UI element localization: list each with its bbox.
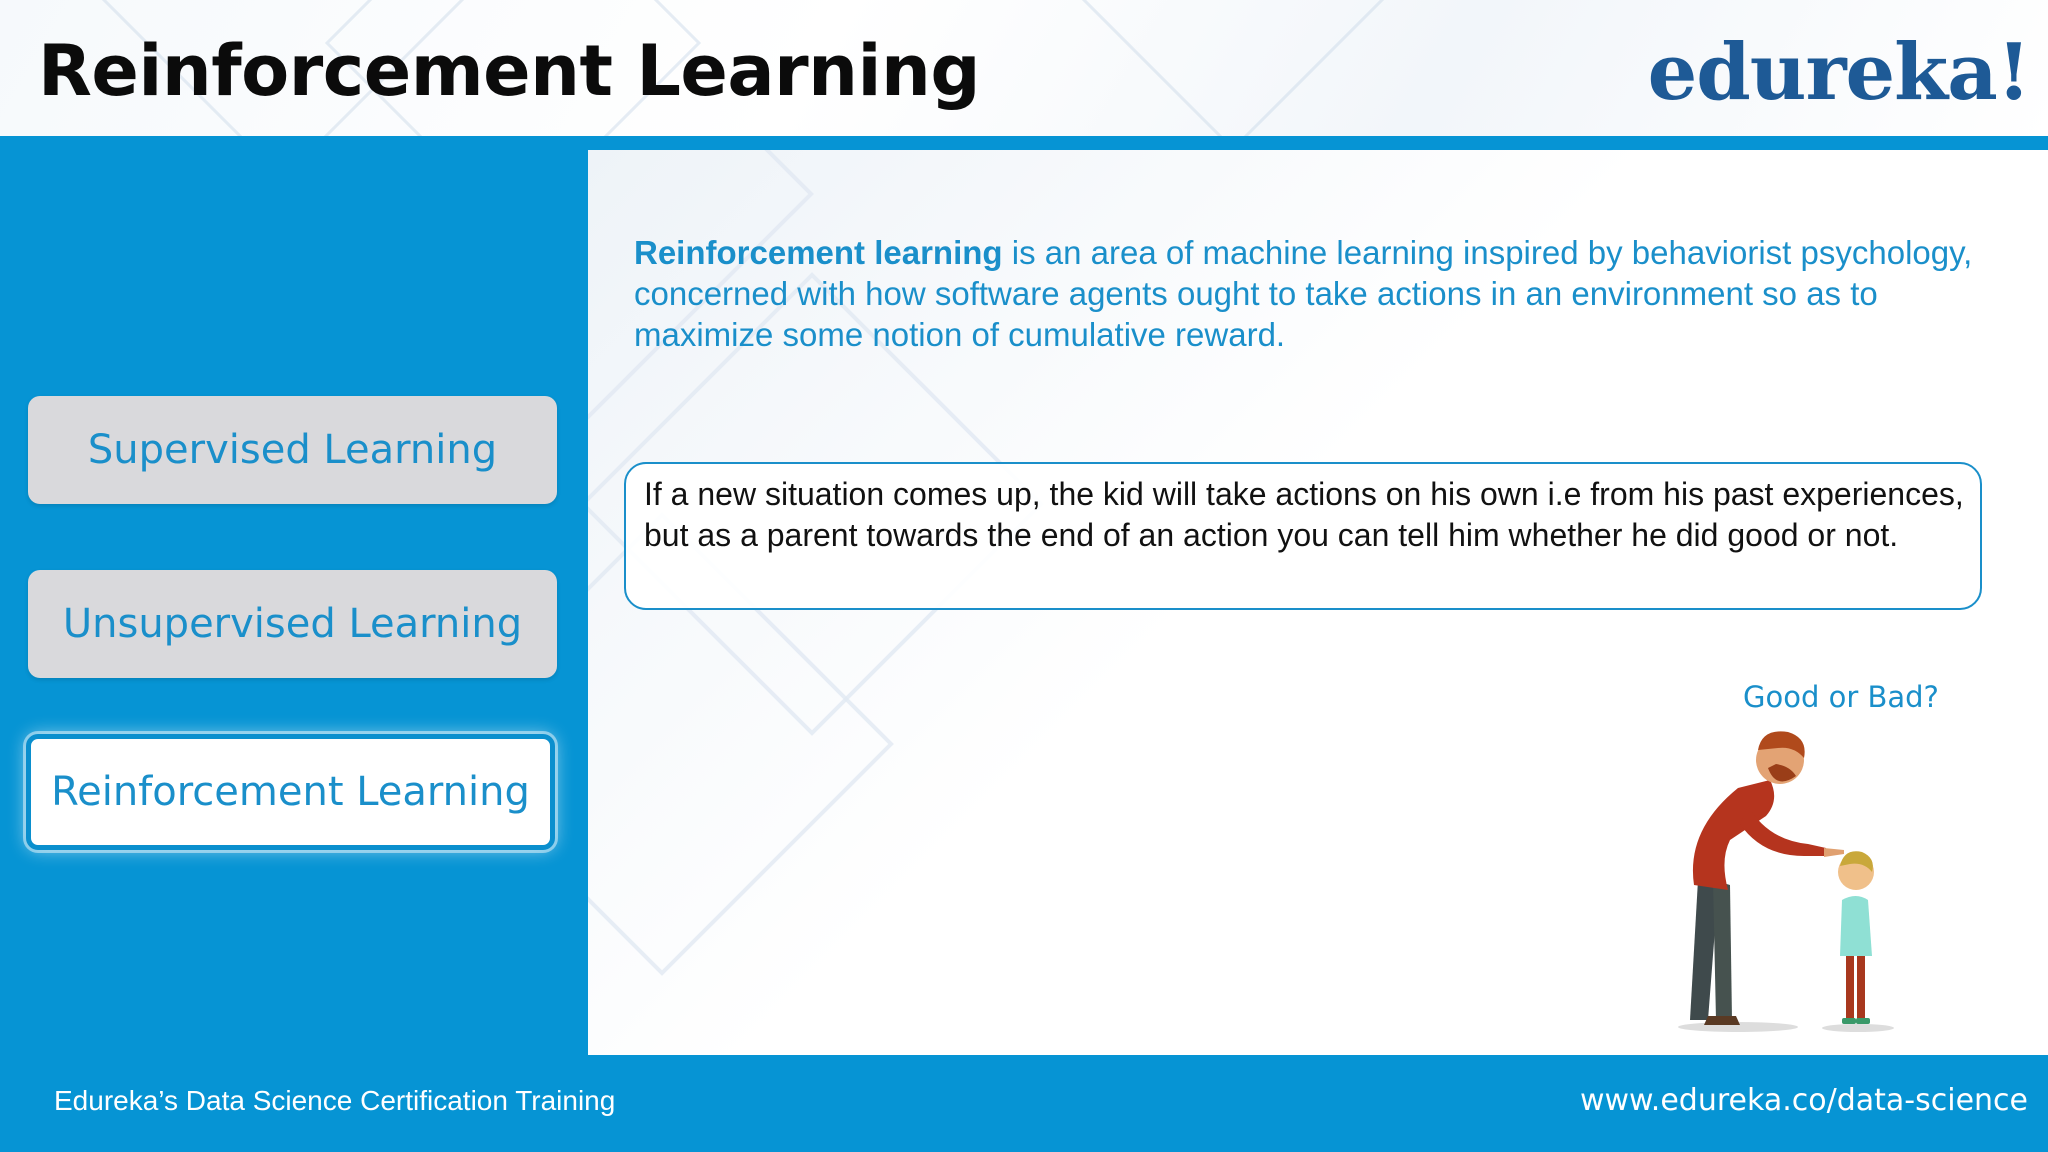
footer-url[interactable]: www.edureka.co/data-science: [1579, 1083, 2028, 1118]
adult-arm: [1740, 806, 1826, 856]
page-title: Reinforcement Learning: [38, 30, 980, 112]
adult-leg: [1713, 880, 1732, 1020]
sidebar: [0, 150, 588, 1055]
footer-course-title: Edureka’s Data Science Certification Training: [54, 1085, 616, 1116]
ground-shadow: [1822, 1024, 1894, 1032]
parent-scolding-child-illustration: [1658, 720, 1918, 1040]
child-shoe: [1842, 1018, 1856, 1024]
definition-body: is an area of machine learning inspired by behaviorist psychology, concerned with how software agents ought to take actions in an environment so as to maximize some notion of cumulative reward.: [634, 234, 1973, 353]
child-shirt: [1840, 896, 1872, 956]
edureka-logo: edureka!: [1647, 27, 2030, 118]
adult-shoe: [1704, 1016, 1740, 1025]
slide-footer: [0, 1055, 2048, 1152]
sidebar-item-unsupervised-learning[interactable]: Unsupervised Learning: [28, 570, 557, 678]
sidebar-item-supervised-learning[interactable]: Supervised Learning: [28, 396, 557, 504]
slide-header: [0, 0, 2048, 136]
definition-text: [634, 232, 2024, 355]
child-shoe: [1856, 1018, 1870, 1024]
child-leg: [1857, 952, 1865, 1020]
definition-term: Reinforcement learning: [634, 234, 1003, 271]
main-content: [588, 150, 2048, 1055]
adult-pointing-hand: [1824, 848, 1844, 857]
child-leg: [1846, 952, 1854, 1020]
header-divider: [0, 136, 2048, 150]
example-text: If a new situation comes up, the kid will take actions on his own i.e from his past experiences, but as a parent towards the end of an action you can tell him whether he did good or not.: [644, 476, 1964, 553]
sidebar-item-reinforcement-learning[interactable]: Reinforcement Learning: [26, 734, 555, 850]
example-callout: [624, 462, 1982, 610]
header-decoration: [1045, 0, 1421, 136]
illustration-caption: Good or Bad?: [1743, 680, 1939, 714]
